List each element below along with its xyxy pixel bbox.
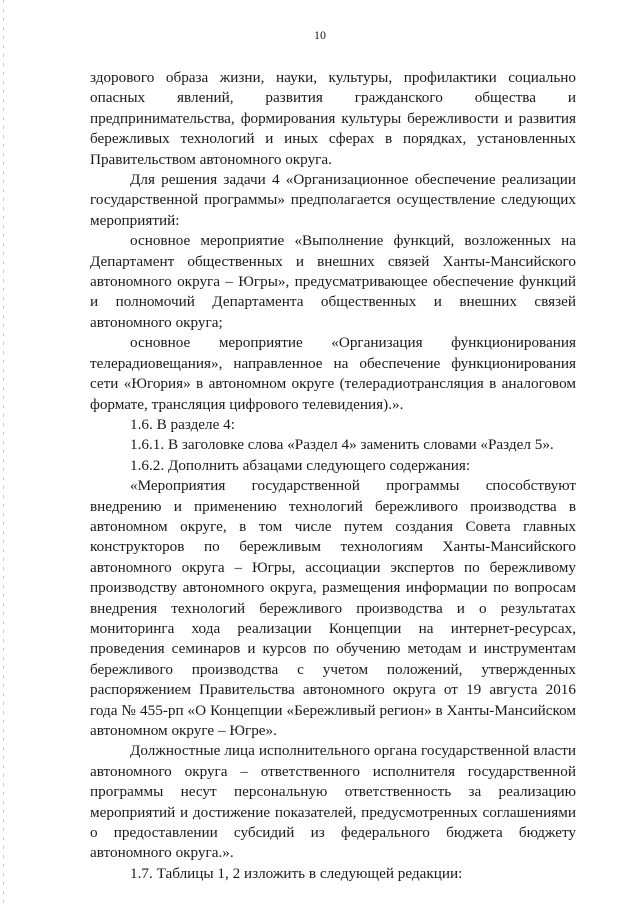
paragraph-lean-production: «Мероприятия государственной программы способствуют внедрению и применению технологий бережливого производства в автономном округе, в том числе путем создания Совета главных конструкторов по бережливым технологиям Ханты-Мансийского автономного округа – Югры, ассоциации экспертов по бережливому производству автономного округа, размещения информации по вопросам внедрения технологий бережливого производства и о результатах мониторинга хода реализации Концепции на интернет-ресурсах, проведения семинаров и курсов по обучению методам и инструментам бережливого производства с учетом положений, утвержденных распоряжением Правительства автономного округа от 19 августа 2016 года № 455-рп «О Концепции «Бережливый регион» в Ханты-Мансийском автономном округе – Югре». — [90, 477, 576, 739]
paragraph-task-4: Для решения задачи 4 «Организационное обеспечение реализации государственной программы» предполагается осуществление следующих мероприятий: — [90, 171, 576, 229]
paragraph-main-activity-broadcasting: основное мероприятие «Организация функционирования телерадиовещания», направленное на обеспечение функционирования сети «Югория» в автономном округе (телерадиотрансляция в аналоговом формате, трансляция цифрового телевидения).». — [90, 334, 576, 413]
paragraph-continuation: здорового образа жизни, науки, культуры, профилактики социально опасных явлений, развития гражданского общества и предпринимательства, формирования культуры бережливости и развития бережливых технологий и иных сферах в порядках, установленных Правительством автономного округа. — [90, 69, 576, 168]
paragraph-1-6-1: 1.6.1. В заголовке слова «Раздел 4» заменить словами «Раздел 5». — [130, 436, 554, 454]
paragraph-1-6-2: 1.6.2. Дополнить абзацами следующего содержания: — [130, 456, 471, 474]
paragraph-1-6: 1.6. В разделе 4: — [130, 415, 235, 433]
paragraph-main-activity-functions: основное мероприятие «Выполнение функций, возложенных на Департамент общественных и внешних связей Ханты-Мансийского автономного округа – Югры», предусматривающее обеспечение функций и полномочий Департамента общественных и внешних связей автономного округа; — [90, 232, 576, 331]
document-body — [90, 68, 576, 884]
page-number: 10 — [314, 28, 326, 42]
page-edge-border — [3, 0, 4, 905]
paragraph-1-7: 1.7. Таблицы 1, 2 изложить в следующей редакции: — [130, 864, 463, 882]
paragraph-officials-responsibility: Должностные лица исполнительного органа государственной власти автономного округа – ответственного исполнителя государственной программы несут персональную ответственность за реализацию мероприятий и достижение показателей, предусмотренных соглашениями о предоставлении субсидий из федерального бюджета бюджету автономного округа.». — [90, 742, 576, 862]
